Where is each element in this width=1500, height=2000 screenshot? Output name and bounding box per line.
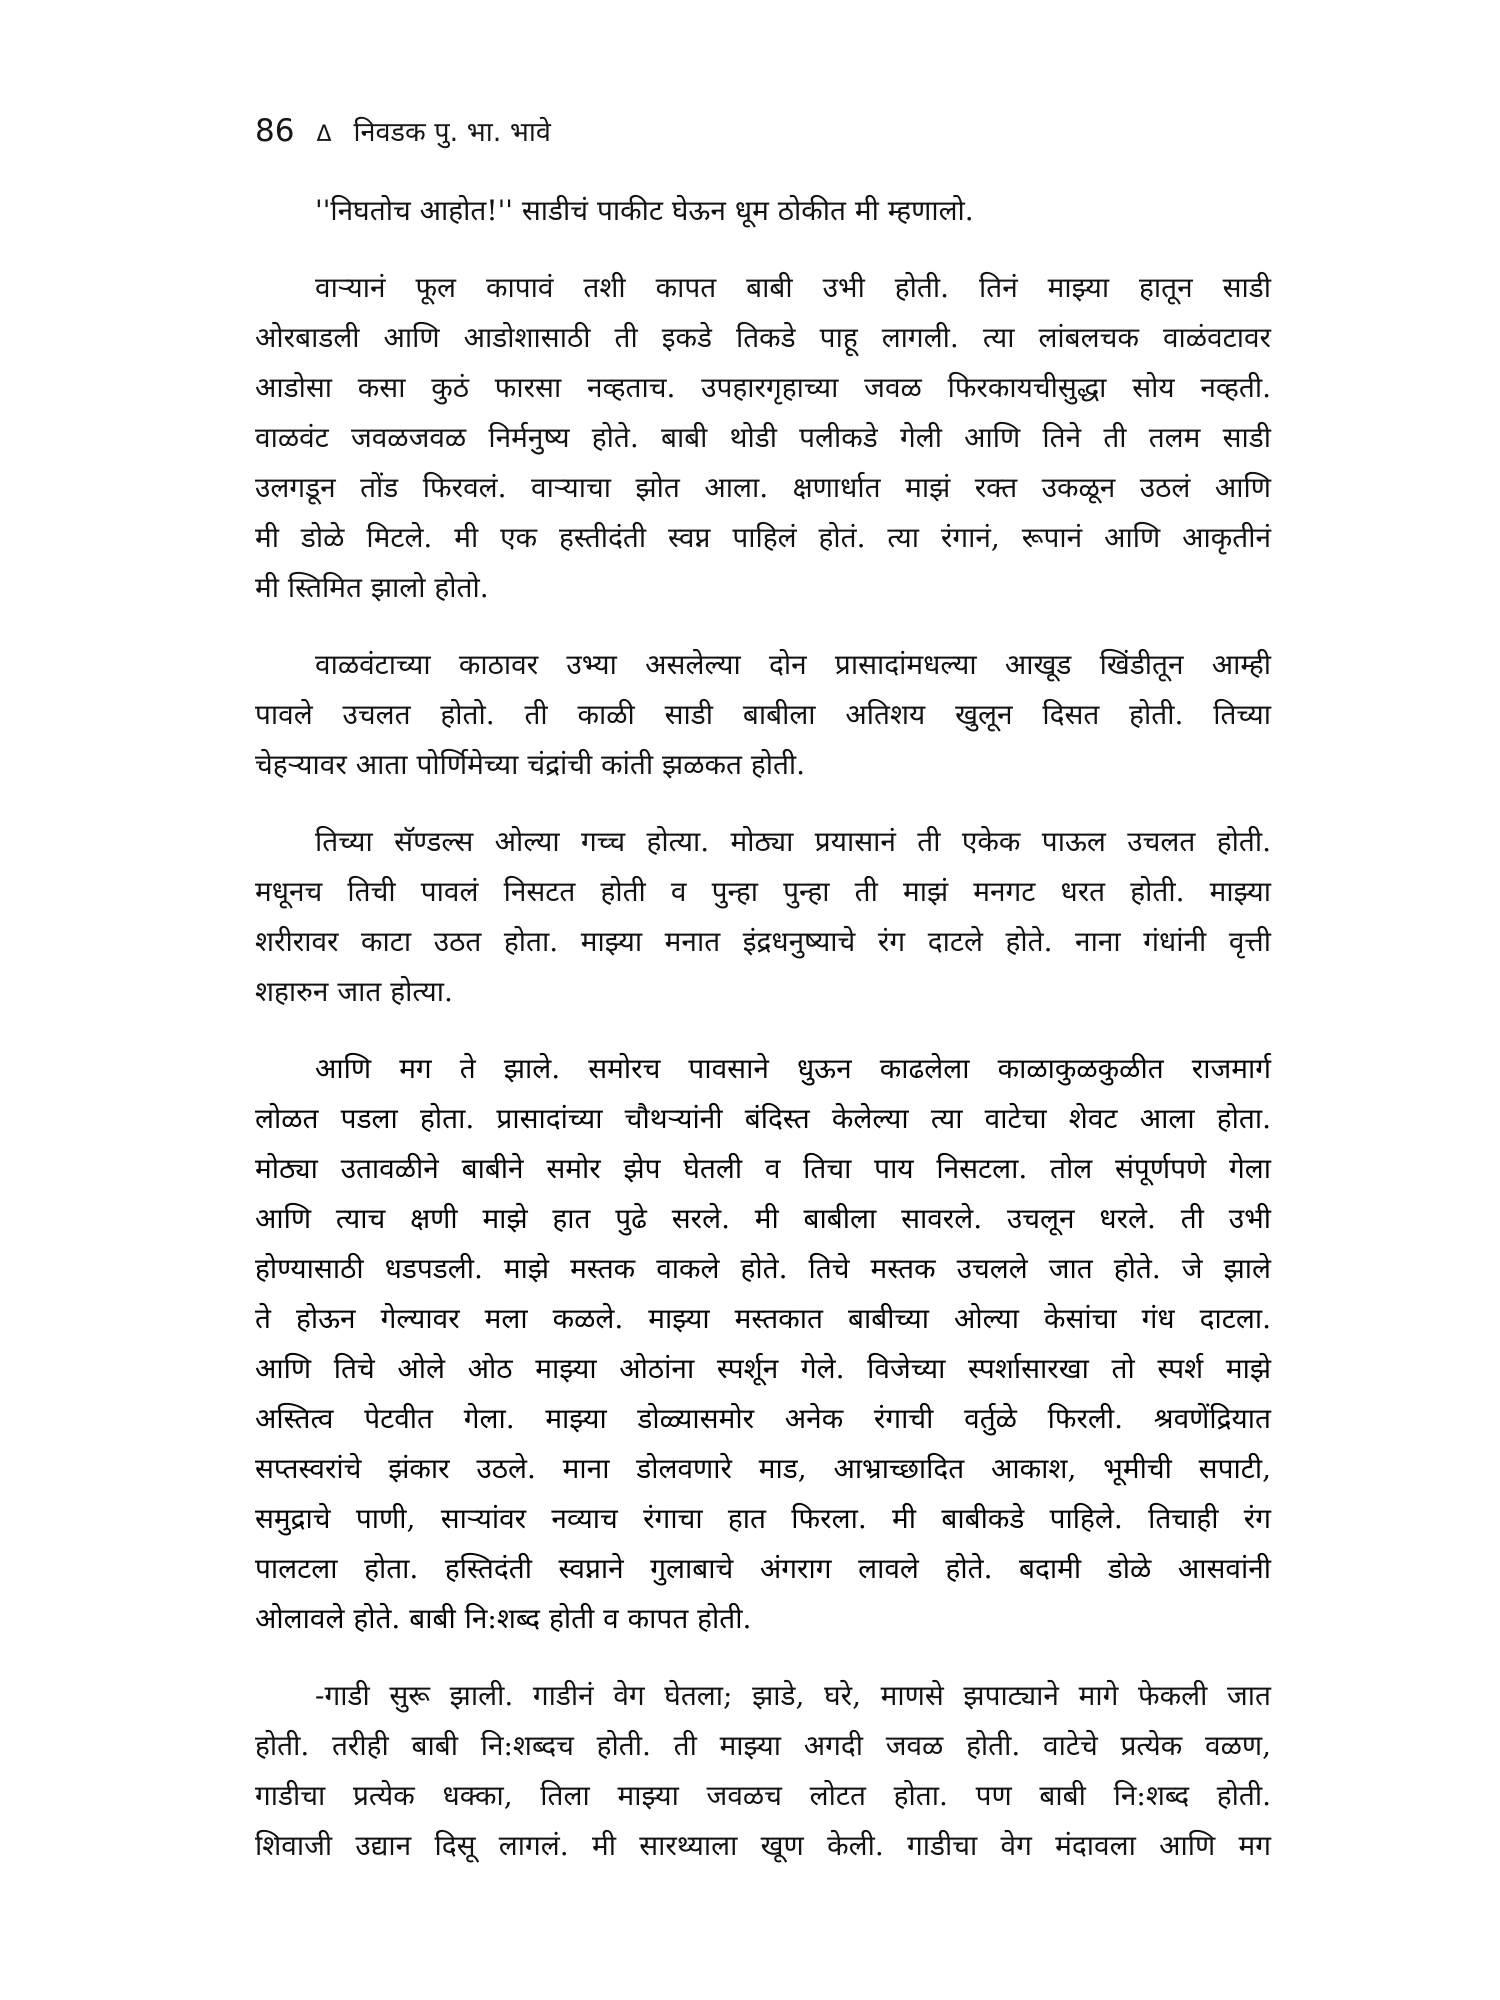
running-title: निवडक पु. भा. भावे xyxy=(353,117,551,148)
body-text xyxy=(255,186,1271,1871)
text-line: चेहऱ्यावर आता पोर्णिमेच्या चंद्रांची कांती झळकत होती. xyxy=(255,748,806,781)
text-line: पावले उचलत होतो. ती काळी साडी बाबीला अतिशय खुलून दिसत होती. तिच्या xyxy=(255,698,1271,731)
paragraph xyxy=(255,817,1271,1017)
text-line: होती. तरीही बाबी नि:शब्दच होती. ती माझ्या अगदी जवळ होती. वाटेचे प्रत्येक वळण, xyxy=(255,1729,1271,1762)
text-line: शिवाजी उद्यान दिसू लागलं. मी सारथ्याला खूण केली. गाडीचा वेग मंदावला आणि मग xyxy=(255,1829,1271,1862)
paragraph xyxy=(255,640,1271,790)
text-line: वाळवंट जवळजवळ निर्मनुष्य होते. बाबी थोडी पलीकडे गेली आणि तिने ती तलम साडी xyxy=(255,421,1271,454)
text-line: वाळवंटाच्या काठावर उभ्या असलेल्या दोन प्रासादांमधल्या आखूड खिंडीतून आम्ही xyxy=(315,648,1271,681)
text-line: अस्तित्व पेटवीत गेला. माझ्या डोळ्यासमोर अनेक रंगाची वर्तुळे फिरली. श्रवणेंद्रियात xyxy=(255,1402,1271,1435)
header-separator: Δ xyxy=(316,122,332,147)
text-line: शहारुन जात होत्या. xyxy=(255,975,453,1008)
text-line: मधूनच तिची पावलं निसटत होती व पुन्हा पुन्हा ती माझं मनगट धरत होती. माझ्या xyxy=(255,875,1271,908)
paragraph xyxy=(255,1671,1271,1871)
text-line: -गाडी सुरू झाली. गाडीनं वेग घेतला; झाडे, घरे, माणसे झपाट्याने मागे फेकली जात xyxy=(315,1679,1271,1712)
text-line: तिच्या सॅण्डल्स ओल्या गच्च होत्या. मोठ्या प्रयासानं ती एकेक पाऊल उचलत होती. xyxy=(315,825,1271,858)
text-line: ते होऊन गेल्यावर मला कळले. माझ्या मस्तकात बाबीच्या ओल्या केसांचा गंध दाटला. xyxy=(255,1302,1271,1335)
text-line: आणि त्याच क्षणी माझे हात पुढे सरले. मी बाबीला सावरले. उचलून धरले. ती उभी xyxy=(255,1202,1271,1235)
text-line: लोळत पडला होता. प्रासादांच्या चौथऱ्यांनी बंदिस्त केलेल्या त्या वाटेचा शेवट आला होता. xyxy=(255,1102,1271,1135)
text-line: वाऱ्यानं फूल कापावं तशी कापत बाबी उभी होती. तिनं माझ्या हातून साडी xyxy=(315,271,1271,304)
text-line: उलगडून तोंड फिरवलं. वाऱ्याचा झोत आला. क्षणार्धात माझं रक्त उकळून उठलं आणि xyxy=(255,471,1271,504)
paragraph xyxy=(255,1044,1271,1644)
text-line: आणि तिचे ओले ओठ माझ्या ओठांना स्पर्शून गेले. विजेच्या स्पर्शासारखा तो स्पर्श माझे xyxy=(255,1352,1271,1385)
paragraph xyxy=(255,186,1271,236)
text-line: ''निघतोच आहोत!'' साडीचं पाकीट घेऊन धूम ठोकीत मी म्हणालो. xyxy=(315,194,974,227)
text-line: मोठ्या उतावळीने बाबीने समोर झेप घेतली व तिचा पाय निसटला. तोल संपूर्णपणे गेला xyxy=(255,1152,1271,1185)
page-header xyxy=(255,112,551,156)
text-line: गाडीचा प्रत्येक धक्का, तिला माझ्या जवळच लोटत होता. पण बाबी नि:शब्द होती. xyxy=(255,1779,1271,1812)
text-line: मी डोळे मिटले. मी एक हस्तीदंती स्वप्न पाहिलं होतं. त्या रंगानं, रूपानं आणि आकृतीनं xyxy=(255,521,1271,554)
text-line: सप्तस्वरांचे झंकार उठले. माना डोलवणारे माड, आभ्राच्छादित आकाश, भूमीची सपाटी, xyxy=(255,1452,1271,1485)
text-line: आणि मग ते झाले. समोरच पावसाने धुऊन काढलेला काळाकुळकुळीत राजमार्ग xyxy=(315,1052,1271,1085)
page-number: 86 xyxy=(255,113,295,149)
text-line: आडोसा कसा कुठं फारसा नव्हताच. उपहारगृहाच्या जवळ फिरकायचीसुद्धा सोय नव्हती. xyxy=(255,371,1271,404)
text-line: ओरबाडली आणि आडोशासाठी ती इकडे तिकडे पाहू लागली. त्या लांबलचक वाळंवटावर xyxy=(255,321,1271,354)
text-line: समुद्राचे पाणी, साऱ्यांवर नव्याच रंगाचा हात फिरला. मी बाबीकडे पाहिले. तिचाही रंग xyxy=(255,1502,1271,1535)
text-line: पालटला होता. हस्तिदंती स्वप्नाने गुलाबाचे अंगराग लावले होते. बदामी डोळे आसवांनी xyxy=(255,1552,1271,1585)
paragraph xyxy=(255,263,1271,613)
text-line: होण्यासाठी धडपडली. माझे मस्तक वाकले होते. तिचे मस्तक उचलले जात होते. जे झाले xyxy=(255,1252,1271,1285)
text-line: ओलावले होते. बाबी नि:शब्द होती व कापत होती. xyxy=(255,1602,752,1635)
text-line: मी स्तिमित झालो होतो. xyxy=(255,571,489,604)
text-line: शरीरावर काटा उठत होता. माझ्या मनात इंद्रधनुष्याचे रंग दाटले होते. नाना गंधांनी वृत्ती xyxy=(255,925,1271,958)
